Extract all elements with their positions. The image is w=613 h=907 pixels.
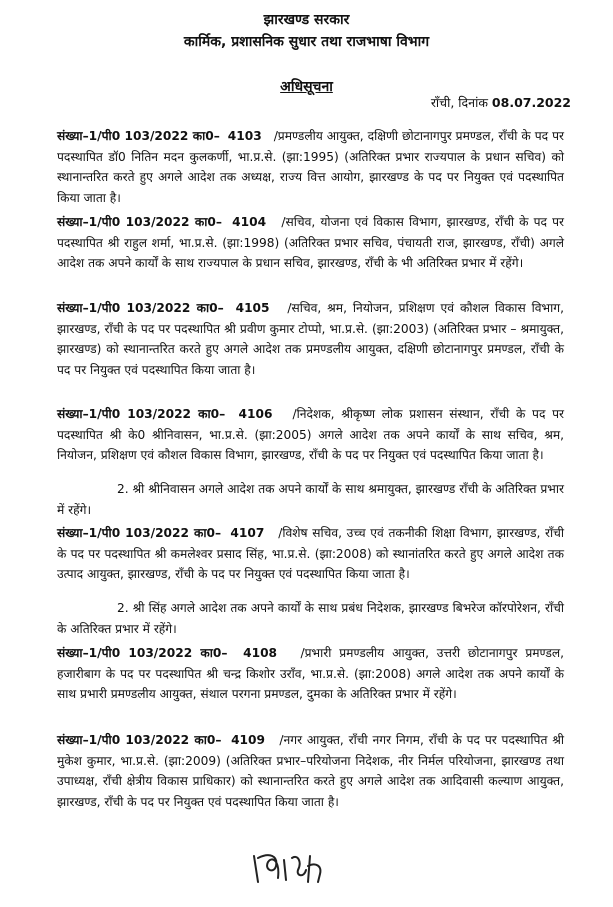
order-ref: संख्या–1/पी0 103/2022 का0– [57,646,228,660]
order-paragraph [57,730,564,812]
order-ref: संख्या–1/पी0 103/2022 का0– [57,733,222,747]
order-ref: संख्या–1/पी0 103/2022 का0– [57,407,226,421]
order-text: /सचिव, योजना एवं विकास विभाग, झारखण्ड, राँची के पद पर पदस्थापित श्री राहुल शर्मा, भा.प्र.से. (झा:1998) (अतिरिक्त प्रभार सचिव, पंचायती राज, झारखण्ड, राँची) अगले आदेश तक अपने कार्यों के साथ राज्यपाल के प्रधान सचिव, झारखण्ड, राँची के भी अतिरिक्त प्रभार में रहेंगे। [57,215,565,271]
order-ref: संख्या–1/पी0 103/2022 का0– [57,215,222,229]
date-place: राँची, दिनांक [430,95,488,110]
order-paragraph [57,126,564,208]
date-value: 08.07.2022 [491,95,571,110]
order-number: 4103 [227,129,262,143]
order-text: /प्रमण्डलीय आयुक्त, दक्षिणी छोटानागपुर प्रमण्डल, राँची के पद पर पदस्थापित डॉ0 नितिन मदन कुलकर्णी, भा.प्र.से. (झा:1995) (अतिरिक्त प्रभार राज्यपाल के प्रधान सचिव) को स्थानान्तरित करते हुए अगले आदेश तक अध्यक्ष, राज्य वित्त आयोग, झारखण्ड के पद पर नियुक्त एवं पदस्थापित किया जाता है। [57,129,564,205]
order-number: 4104 [232,215,267,229]
order-paragraph [57,523,564,585]
dateline [431,94,571,111]
order-paragraph [57,298,564,380]
signature-icon [248,848,338,888]
department-name: कार्मिक, प्रशासनिक सुधार तथा राजभाषा विभाग [183,34,430,50]
order-text: /विशेष सचिव, उच्च एवं तकनीकी शिक्षा विभाग, झारखण्ड, राँची के पद पर पदस्थापित श्री कमलेश्वर प्रसाद सिंह, भा.प्र.से. (झा:2008) को स्थानांतरित करते हुए अगले आदेश तक उत्पाद आयुक्त, झारखण्ड, राँची के पद पर नियुक्त एवं पदस्थापित किया जाता है। [57,526,565,582]
order-subclause: 2. श्री सिंह अगले आदेश तक अपने कार्यों के साथ प्रबंध निदेशक, झारखण्ड बिभरेज कॉरपोरेशन, राँची के अतिरिक्त प्रभार में रहेंगे। [57,601,564,636]
order-number: 4105 [235,301,270,315]
order-subclause: 2. श्री श्रीनिवासन अगले आदेश तक अपने कार्यों के साथ श्रमायुक्त, झारखण्ड राँची के अतिरिक्त प्रभार में रहेंगे। [57,482,564,517]
order-paragraph [57,404,564,466]
order-number: 4108 [243,646,278,660]
document-title-text: अधिसूचना [280,79,333,95]
order-number: 4109 [231,733,265,747]
order-ref: संख्या–1/पी0 103/2022 का0– [57,526,222,540]
order-text: /सचिव, श्रम, नियोजन, प्रशिक्षण एवं कौशल विकास विभाग, झारखण्ड, राँची के पद पर पदस्थापित श्री प्रवीण कुमार टोप्पो, भा.प्र.से. (झा:2003) (अतिरिक्त प्रभार – श्रमायुक्त, झारखण्ड) को स्थानान्तरित करते हुए अगले आदेश तक प्रमण्डलीय आयुक्त, दक्षिणी छोटानागपुर प्रमण्डल, राँची के पद पर नियुक्त एवं पदस्थापित किया जाता है। [57,301,565,377]
order-text: /निदेशक, श्रीकृष्ण लोक प्रशासन संस्थान, राँची के पद पर पदस्थापित श्री के0 श्रीनिवासन, भा.प्र.से. (झा:2005) अगले आदेश तक अपने कार्यों के साथ सचिव, श्रम, नियोजन, प्रशिक्षण एवं कौशल विकास विभाग, झारखण्ड, राँची के पद पर नियुक्त एवं पदस्थापित किया जाता है। [57,407,564,463]
order-paragraph [57,643,564,705]
government-name: झारखण्ड सरकार [263,12,350,28]
order-ref: संख्या–1/पी0 103/2022 का0– [57,301,224,315]
order-text: /नगर आयुक्त, राँची नगर निगम, राँची के पद पर पदस्थापित श्री मुकेश कुमार, भा.प्र.से. (झा:2009) (अतिरिक्त प्रभार–परियोजना निदेशक, नीर निर्मल परियोजना, झारखण्ड तथा उपाध्यक्ष, राँची क्षेत्रीय विकास प्राधिकार) को स्थानान्तरित करते हुए अगले आदेश तक आदिवासी कल्याण आयुक्त, झारखण्ड, राँची के पद पर नियुक्त एवं पदस्थापित किया जाता है। [57,733,564,809]
order-text: /प्रभारी प्रमण्डलीय आयुक्त, उत्तरी छोटानागपुर प्रमण्डल, हजारीबाग के पद पर पदस्थापित श्री चन्द्र किशोर उराँव, भा.प्र.से. (झा:2008) अगले आदेश तक अपने कार्यों के साथ प्रभारी प्रमण्डलीय आयुक्त, संथाल परगना प्रमण्डल, दुमका के अतिरिक्त प्रभार में रहेंगे। [57,646,564,702]
order-number: 4106 [238,407,273,421]
order-number: 4107 [230,526,265,540]
order-ref: संख्या–1/पी0 103/2022 का0– [57,129,220,143]
order-paragraph [57,212,564,274]
